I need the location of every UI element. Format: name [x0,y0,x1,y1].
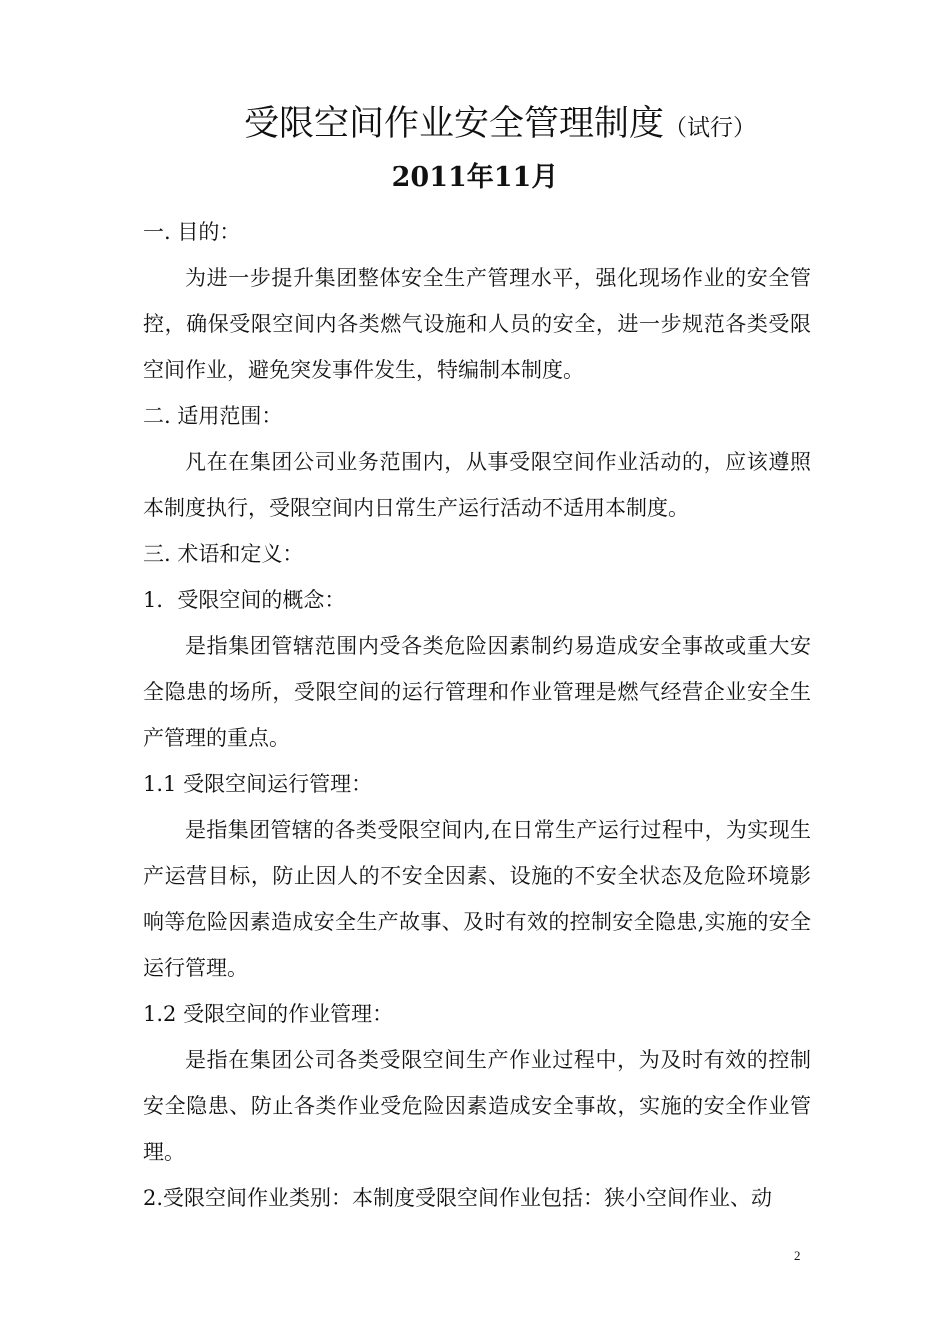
paragraph-scope: 凡在在集团公司业务范围内，从事受限空间作业活动的，应该遵照本制度执行，受限空间内日常生产运行活动不适用本制度。 [143,450,811,520]
subsection-heading-categories: 2.受限空间作业类别：本制度受限空间作业包括：狭小空间作业、动 [143,1186,773,1210]
paragraph-work: 是指在集团公司各类受限空间生产作业过程中，为及时有效的控制安全隐患、防止各类作业受危险因素造成安全事故，实施的安全作业管理。 [143,1048,811,1164]
document-title [0,98,950,154]
page-number: 2 [794,1248,801,1263]
subsection-heading-operation: 1.1 受限空间运行管理： [143,772,373,796]
section-heading-purpose: 一. 目的： [143,220,241,244]
paragraph-concept: 是指集团管辖范围内受各类危险因素制约易造成安全事故或重大安全隐患的场所，受限空间的运行管理和作业管理是燃气经营企业安全生产管理的重点。 [143,634,811,750]
title-text: 受限空间作业安全管理制度 [243,104,664,144]
title-note: （试行） [664,115,756,141]
subsection-heading-work: 1.2 受限空间的作业管理： [143,1002,394,1026]
paragraph-purpose: 为进一步提升集团整体安全生产管理水平，强化现场作业的安全管控，确保受限空间内各类燃气设施和人员的安全，进一步规范各类受限空间作业，避免突发事件发生，特编制本制度。 [143,266,811,382]
document-date: 2011年11月 [391,162,559,193]
paragraph-operation: 是指集团管辖的各类受限空间内,在日常生产运行过程中，为实现生产运营目标，防止因人的不安全因素、设施的不安全状态及危险环境影响等危险因素造成安全生产故事、及时有效的控制安全隐患,实施的安全运行管理。 [143,818,811,980]
section-heading-terms: 三. 术语和定义： [143,542,304,566]
subsection-heading-concept: 1．受限空间的概念： [143,588,346,612]
document-body [143,209,811,1221]
section-heading-scope: 二. 适用范围： [143,404,283,428]
